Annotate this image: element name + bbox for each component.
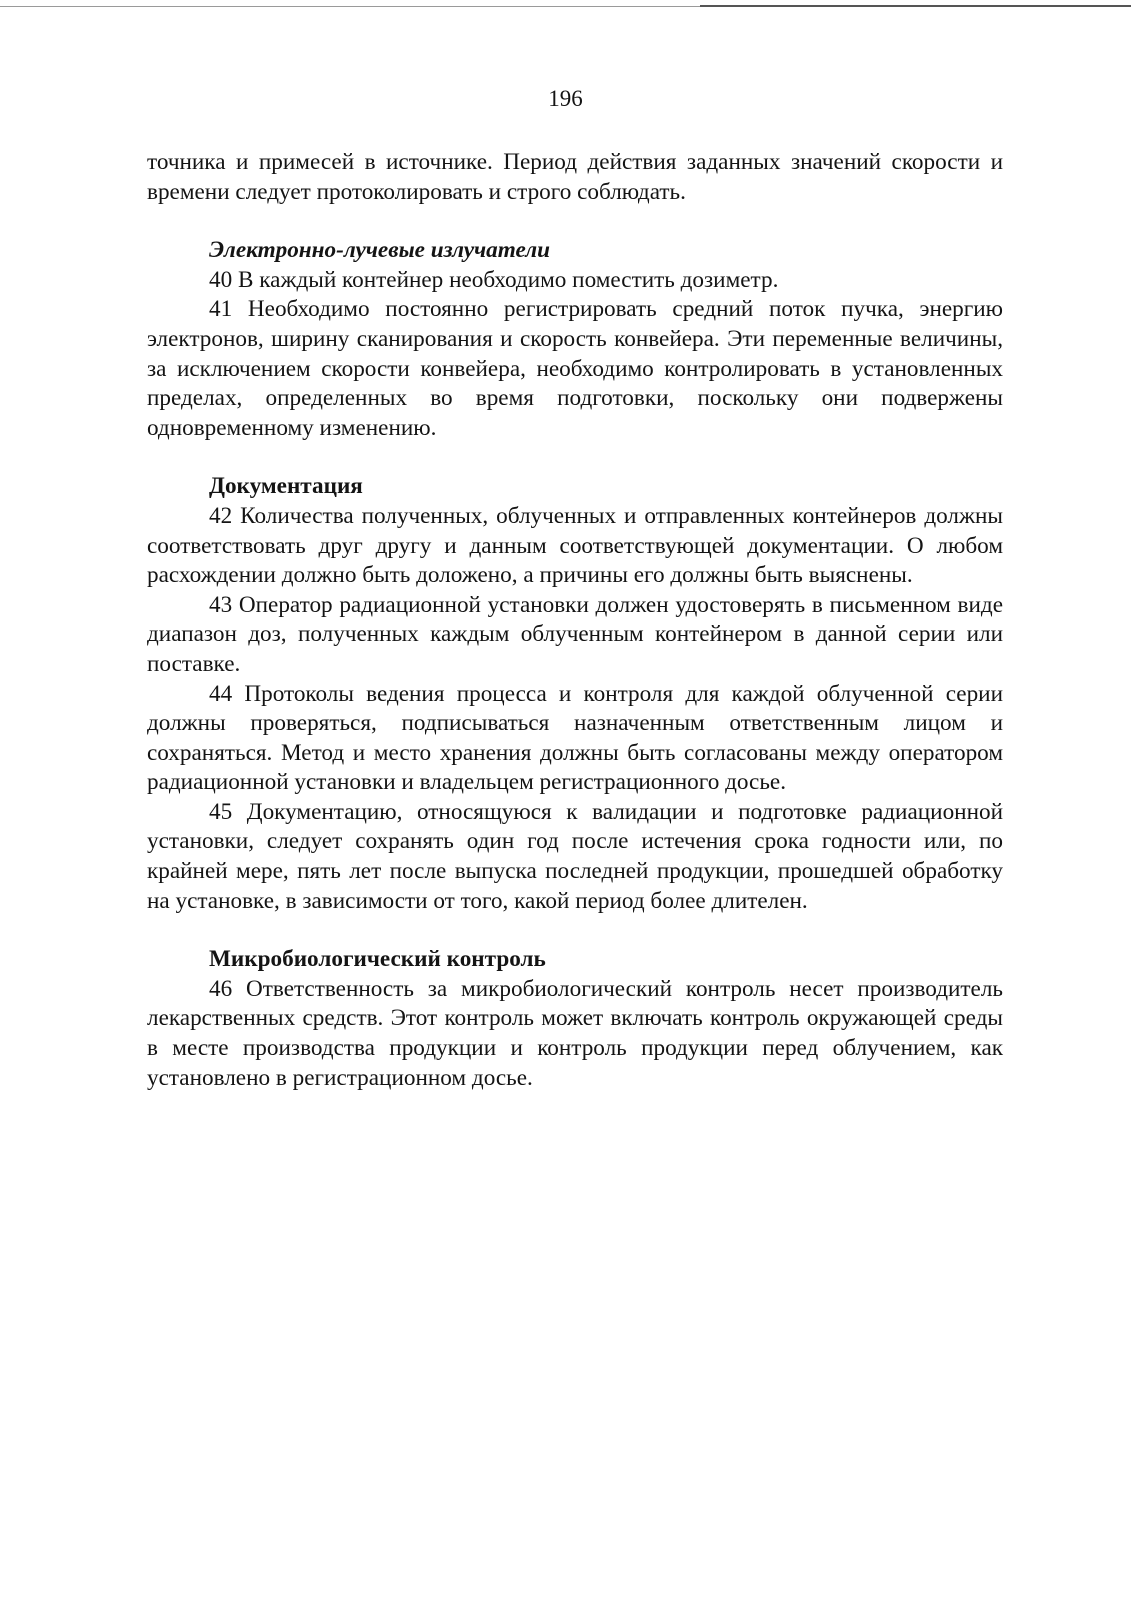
paragraph-41: 41 Необходимо постоянно регистрировать средний поток пучка, энергию электронов, ширину сканирования и скорость конвейера. Эти переменные величины, за исключением скорости конвейера, необходимо контролировать в установленных пределах, определенных во время подготовки, поскольку они подвержены одновременному изменению. [147, 296, 1003, 441]
section-heading-documentation: Документация [209, 473, 363, 500]
page-number: 196 [548, 86, 583, 111]
section-heading-microbiology: Микробиологический контроль [209, 946, 546, 973]
paragraph-45: 45 Документацию, относящуюся к валидации и подготовке радиационной установки, следует сохранять один год после истечения срока годности или, по крайней мере, пять лет после выпуска последней продукции, прошедшей обработку на установке, в зависимости от того, какой период более длителен. [147, 798, 1003, 914]
paragraph-46: 46 Ответственность за микробиологический контроль несет производитель лекарственных средств. Этот контроль может включать контроль окружающей среды в месте производства продукции и контроль продукции перед облучением, как установлено в регистрационном досье. [147, 975, 1003, 1091]
paragraph-44: 44 Протоколы ведения процесса и контроля для каждой облученной серии должны проверяться, подписываться назначенным ответственным лицом и сохраняться. Метод и место хранения должны быть согласованы между оператором радиационной установки и владельцем регистрационного досье. [147, 680, 1003, 796]
spacer [147, 207, 1003, 236]
spacer [147, 443, 1003, 472]
paragraph-40: 40 В каждый контейнер необходимо поместить дозиметр. [209, 266, 779, 293]
paragraph-43: 43 Оператор радиационной установки должен удостоверять в письменном виде диапазон доз, полученных каждым облученным контейнером в данной серии или поставке. [147, 591, 1003, 677]
spacer [147, 916, 1003, 945]
document-body [147, 148, 1003, 1093]
scan-edge-line-dark [700, 5, 1131, 7]
section-heading-electron-beam: Электронно-лучевые излучатели [209, 237, 550, 264]
paragraph-continuation: точника и примесей в источнике. Период действия заданных значений скорости и времени следует протоколировать и строго соблюдать. [147, 149, 1003, 205]
paragraph-42: 42 Количества полученных, облученных и отправленных контейнеров должны соответствовать друг другу и данным соответствующей документации. О любом расхождении должно быть доложено, а причины его должны быть выяснены. [147, 502, 1003, 589]
